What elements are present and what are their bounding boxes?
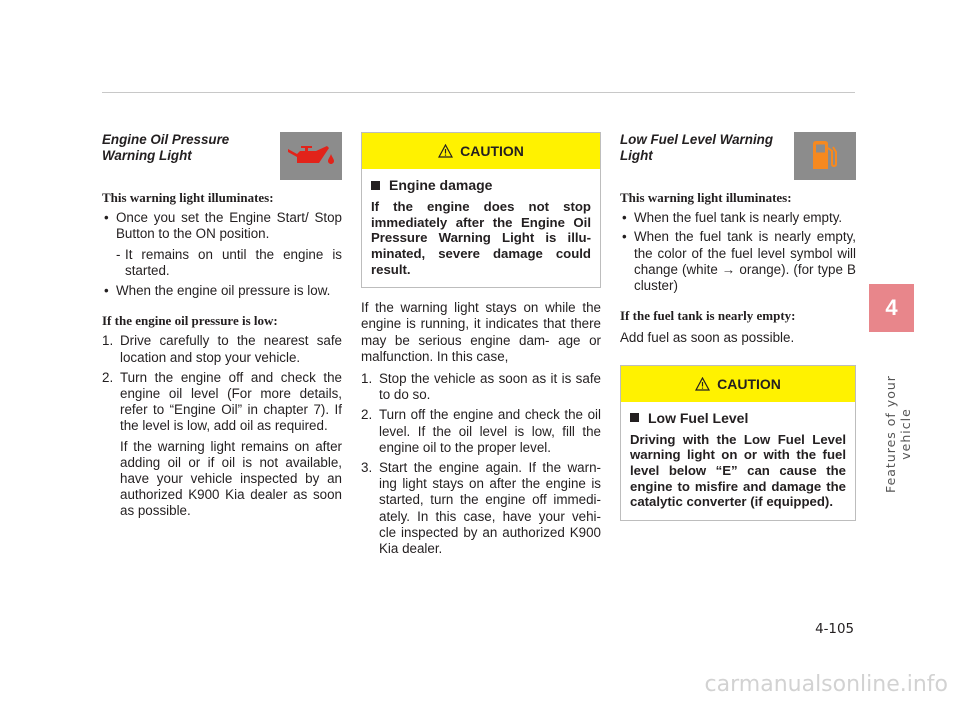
step-number: 3. — [361, 460, 373, 475]
column-caution-engine — [361, 132, 601, 561]
subheading: This warning light illuminates: — [620, 190, 792, 205]
caution-title-text: Low Fuel Level — [648, 409, 749, 426]
top-rule — [102, 92, 855, 93]
section-header — [620, 132, 856, 184]
caution-box — [361, 132, 601, 288]
warning-triangle-icon — [438, 144, 453, 158]
section-header — [102, 132, 342, 184]
caution-text: If the engine does not stop immediately after the Engine Oil Pressure Warning Light is illu- minated, severe damage could result. — [371, 199, 591, 277]
paragraph: If the warning light stays on while the engine is running, it indicates that there may be serious engine dam- age or malfunction. In this case, — [361, 300, 601, 364]
subheading: If the engine oil pressure is low: — [102, 313, 278, 329]
step-continuation: If the warning light remains on after adding oil or if oil is not available, have your vehicle inspected by an authorized K900 Kia dealer as soon as possible. — [120, 438, 342, 519]
column-low-fuel — [620, 132, 856, 521]
step-text: Turn the engine off and check the engine oil level (For more details, refer to “Engine Oil” in chapter 7). If the level is low, add oil as required. — [120, 369, 342, 434]
watermark: carmanualsonline.info — [704, 672, 948, 697]
sub-item: - It remains on until the engine is started. — [102, 247, 342, 279]
caution-text: Driving with the Low Fuel Level warning light on or with the fuel level below “E” can cause the engine to misfire and damage the catalytic converter (if equipped). — [630, 431, 846, 510]
step-text: Turn off the engine and check the oil level. If the oil level is low, fill the engine oil to the proper level. — [379, 407, 601, 455]
step-text: Drive carefully to the nearest safe location and stop your vehicle. — [120, 333, 342, 365]
caution-header — [621, 366, 855, 402]
numbered-step — [102, 370, 342, 435]
low-fuel-warning-icon — [794, 132, 856, 180]
caution-label: CAUTION — [717, 375, 781, 392]
caution-title-text: Engine damage — [389, 177, 493, 193]
fuel-pump-icon — [810, 139, 840, 173]
step-number: 1. — [102, 333, 114, 349]
section-title: Low Fuel Level Warning Light — [620, 132, 774, 163]
section-title: Engine Oil Pressure Warning Light — [102, 132, 230, 163]
caution-label: CAUTION — [460, 142, 524, 159]
caution-body — [621, 402, 855, 520]
bullet-item: • Once you set the Engine Start/ Stop Button to the ON position. — [102, 210, 342, 242]
subheading: If the fuel tank is nearly empty: — [620, 308, 796, 324]
step-number: 2. — [361, 407, 373, 423]
caution-box — [620, 365, 856, 521]
oil-pressure-warning-icon — [280, 132, 342, 180]
square-bullet-icon — [630, 413, 639, 422]
step-text: Start the engine again. If the warn- ing light stays on after the engine is started, turn the engine off immedi- ately. In this case, have your vehi- cle inspected by an authorized K900 Kia dealer. — [379, 460, 601, 557]
caution-title — [630, 410, 846, 426]
oil-can-icon — [285, 141, 337, 171]
numbered-step — [102, 333, 342, 365]
warning-triangle-icon — [695, 377, 710, 391]
numbered-step — [361, 371, 601, 403]
numbered-step — [361, 407, 601, 456]
chapter-tab: 4 — [869, 284, 914, 332]
bullet-item: • When the fuel tank is nearly empty, the color of the fuel level symbol will change (white → orange). (for type B cluster) — [620, 229, 856, 294]
caution-header — [362, 133, 600, 169]
step-number: 2. — [102, 369, 114, 385]
step-text: Stop the vehicle as soon as it is safe to do so. — [379, 370, 601, 403]
subheading: This warning light illuminates: — [102, 190, 274, 205]
bullet-item: • When the engine oil pressure is low. — [102, 283, 342, 299]
caution-body — [362, 169, 600, 287]
column-engine-oil — [102, 132, 342, 524]
square-bullet-icon — [371, 181, 380, 190]
step-number: 1. — [361, 370, 373, 386]
numbered-step — [361, 460, 601, 557]
paragraph: Add fuel as soon as possible. — [620, 330, 795, 346]
bullet-item: • When the fuel tank is nearly empty. — [620, 210, 856, 226]
chapter-side-title: Features of your vehicle — [883, 375, 913, 493]
page-number: 4-105 — [815, 622, 854, 637]
caution-title — [371, 177, 591, 193]
